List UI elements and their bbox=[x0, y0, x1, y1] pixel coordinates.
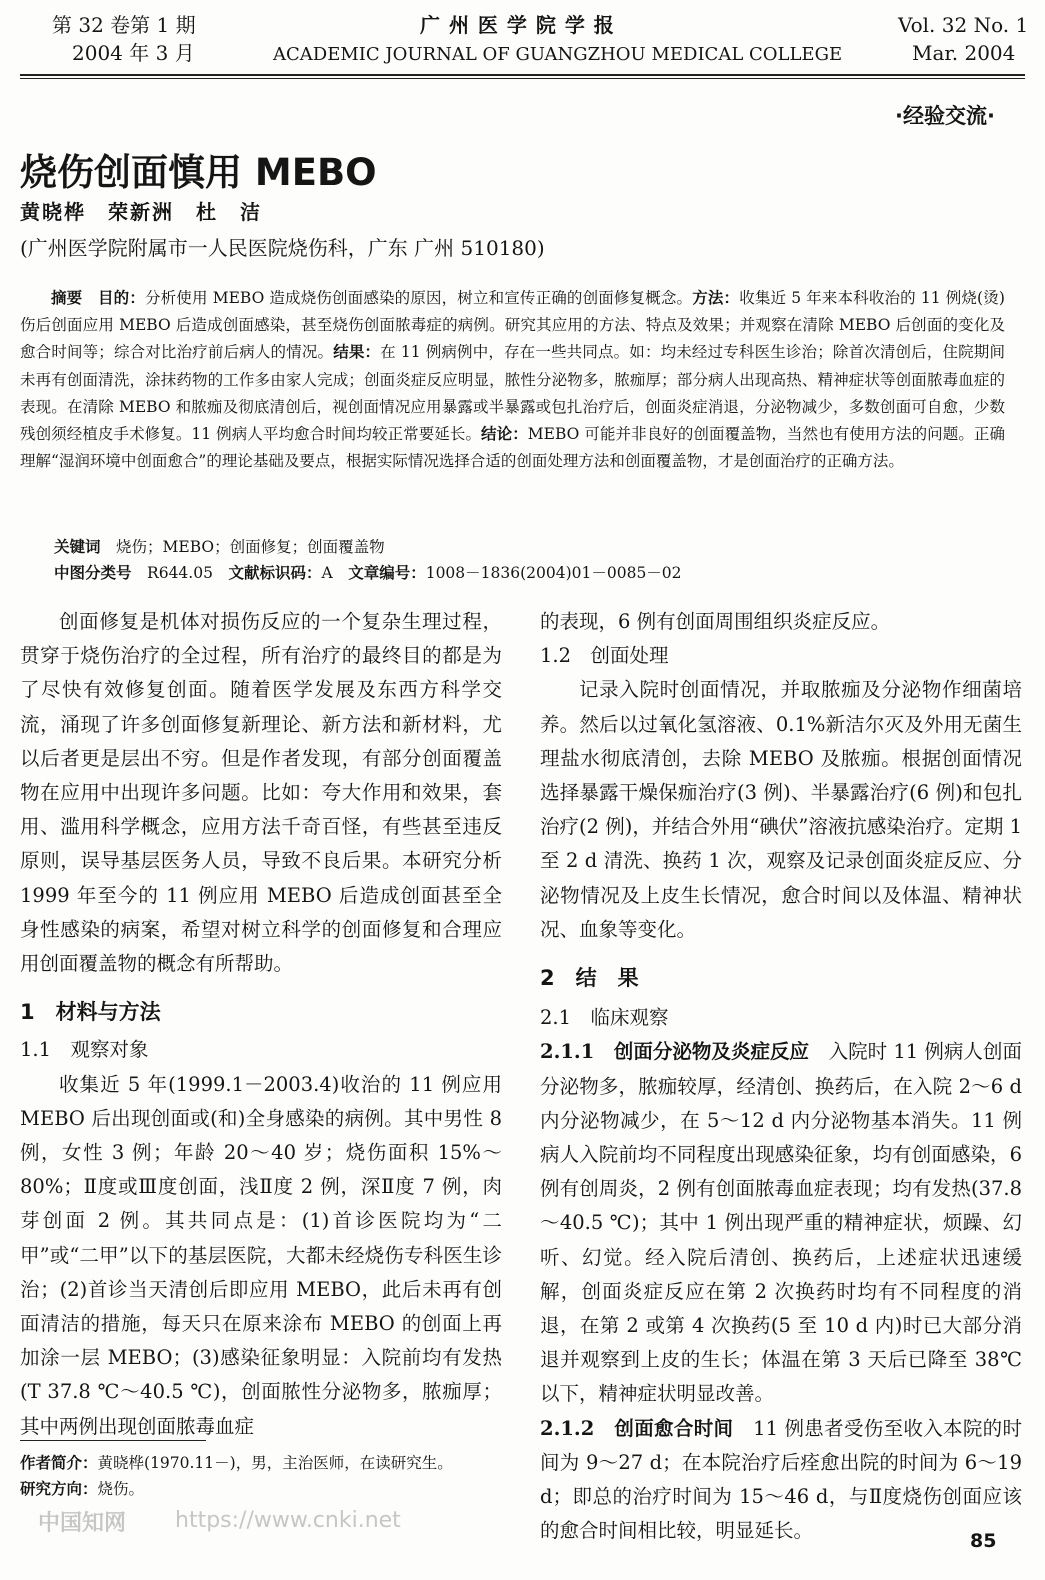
header-rule-thin bbox=[20, 78, 1025, 79]
page-number: 85 bbox=[970, 1530, 997, 1552]
secretion-text: 入院时 11 例病人创面分泌物多，脓痂较厚，经清创、换药后，在入院 2～6 d 内分泌物减少，在 5～12 d 内分泌物基本消失。11 例病人入院前均不同程度出现感染征象，均有创面感染，6 例有创周炎，2 例有创面脓毒血症表现；均有发热(37.8～40.5 ℃)；其中 1 例出现严重的精神症状，烦躁、幻听、幻觉。经入院后清创、换药后，上述症状迅速缓解，创面炎症反应在第 2 次换药时均有不同程度的消退，在第 2 或第 4 次换药(5 至 10 d 内)时已大部分消退并观察到上皮的生长；体温在第 3 天后已降至 38℃ 以下，精神症状明显改善。 bbox=[540, 1040, 1022, 1406]
abstract bbox=[20, 285, 1005, 475]
method-label: 方法： bbox=[692, 289, 740, 307]
article-number-label: 文章编号： bbox=[348, 564, 426, 582]
abstract-method: 收集近 5 年来本科收治的 11 例烧(烫)伤后创面应用 MEBO 后造成创面感染，甚至烧伤创面脓毒症的病例。研究其应用的方法、特点及效果；并观察在清除 MEBO 后创面的变化及愈合时间等；综合对比治疗前后病人的情况。 bbox=[20, 289, 1005, 362]
healing-paragraph bbox=[540, 1412, 1022, 1549]
heading-subjects: 1.1 观察对象 bbox=[20, 1038, 149, 1062]
heading-wound-treatment: 1.2 创面处理 bbox=[540, 644, 669, 668]
right-column bbox=[540, 605, 1022, 1548]
issue-number-en: Vol. 32 No. 1 bbox=[898, 13, 1029, 37]
keywords bbox=[54, 534, 385, 560]
author-bio bbox=[20, 1450, 502, 1476]
keywords-text: 烧伤；MEBO；创面修复；创面覆盖物 bbox=[116, 538, 385, 556]
result-label: 结果： bbox=[333, 343, 381, 362]
intro-paragraph: 创面修复是机体对损伤反应的一个复杂生理过程，贯穿于烧伤治疗的全过程，所有治疗的最终目的都是为了尽快有效修复创面。随着医学发展及东西方科学交流，涌现了许多创面修复新理论、新方法和新材料，尤以后者更是层出不穷。但是作者发现，有部分创面覆盖物在应用中出现许多问题。比如：夸大作用和效果，套用、滥用科学概念，应用方法千奇百怪，有些甚至违反原则，误导基层医务人员，导致不良后果。本研究分析 1999 年至今的 11 例应用 MEBO 后造成创面甚至全身性感染的病案，希望对树立科学的创面修复和合理应用创面覆盖物的概念有所帮助。 bbox=[20, 610, 502, 976]
keywords-label: 关键词 bbox=[54, 538, 101, 556]
issue-date-en: Mar. 2004 bbox=[912, 41, 1016, 65]
article-number: 1008－1836(2004)01－0085－02 bbox=[425, 564, 682, 582]
secretion-paragraph bbox=[540, 1035, 1022, 1411]
subjects-paragraph: 收集近 5 年(1999.1－2003.4)收治的 11 例应用 MEBO 后出现创面或(和)全身感染的病例。其中男性 8 例，女性 3 例；年龄 20～40 岁；烧伤面积 15%～80%；Ⅱ度或Ⅲ度创面，浅Ⅱ度 2 例，深Ⅱ度 7 例，肉芽创面 2 例。其共同点是：(1)首诊医院均为“二甲”或“二甲”以下的基层医院，大都未经烧伤专科医生诊治；(2)首诊当天清创后即应用 MEBO，此后未再有创面清洁的措施，每天只在原来涂布 MEBO 的创面上再加涂一层 MEBO；(3)感染征象明显：入院前均有发热(T 37.8 ℃～40.5 ℃)，创面脓性分泌物多，脓痂厚；其中两例出现创面脓毒血症 bbox=[20, 1072, 502, 1438]
abstract-purpose: 分析使用 MEBO 造成烧伤创面感染的原因，树立和宣传正确的创面修复概念。 bbox=[144, 289, 693, 307]
cnki-watermark-url: https://www.cnki.net bbox=[175, 1508, 401, 1533]
research-direction-label: 研究方向： bbox=[20, 1480, 98, 1498]
healing-text: 11 例患者受伤至收入本院的时间为 9～27 d；在本院治疗后痊愈出院的时间为 6～19 d；即总的治疗时间为 15～46 d，与Ⅱ度烧伤创面应该的愈合时间相比较，明显延长。 bbox=[540, 1416, 1022, 1543]
heading-secretion: 2.1.1 创面分泌物及炎症反应 bbox=[540, 1040, 810, 1064]
classification-line bbox=[54, 560, 682, 586]
footnote bbox=[20, 1450, 502, 1502]
author-bio-label: 作者简介： bbox=[20, 1454, 98, 1472]
cnki-watermark-logo: 中国知网 bbox=[38, 1511, 127, 1536]
author-list: 黄晓桦 荣新洲 杜 洁 bbox=[20, 200, 262, 224]
heading-materials-methods: 1 材料与方法 bbox=[20, 1000, 161, 1025]
author-bio-text: 黄晓桦(1970.11－)，男，主治医师，在读研究生。 bbox=[97, 1454, 453, 1472]
journal-title-en: ACADEMIC JOURNAL OF GUANGZHOU MEDICAL COLLEGE bbox=[273, 44, 843, 65]
abstract-conclusion: MEBO 可能并非良好的创面覆盖物，当然也有使用方法的问题。正确理解“湿润环境中创面愈合”的理论基础及要点，根据实际情况选择合适的创面处理方法和创面覆盖物，才是创面治疗的正确方法。 bbox=[20, 425, 1005, 471]
heading-clinical-observation: 2.1 临床观察 bbox=[540, 1006, 669, 1030]
left-column bbox=[20, 605, 502, 1444]
doc-code-label: 文献标识码： bbox=[228, 564, 322, 582]
paper-title: 烧伤创面慎用 MEBO bbox=[20, 151, 377, 194]
header-rule-thick bbox=[20, 74, 1025, 76]
heading-results: 2 结 果 bbox=[540, 966, 639, 991]
section-tag: ·经验交流· bbox=[895, 104, 995, 128]
doc-code: A bbox=[321, 564, 333, 582]
conclusion-label: 结论： bbox=[481, 425, 528, 444]
heading-healing-time: 2.1.2 创面愈合时间 bbox=[540, 1416, 734, 1440]
affiliation: (广州医学院附属市一人民医院烧伤科，广东 广州 510180) bbox=[20, 236, 545, 260]
wound-treatment-paragraph: 记录入院时创面情况，并取脓痂及分泌物作细菌培养。然后以过氧化氢溶液、0.1%新洁尔灭及外用无菌生理盐水彻底清创，去除 MEBO 及脓痂。根据创面情况选择暴露干燥保痂治疗(3 例)、半暴露治疗(6 例)和包扎治疗(2 例)，并结合外用“碘伏”溶液抗感染治疗。定期 1 至 2 d 清洗、换药 1 次，观察及记录创面炎症反应、分泌物情况及上皮生长情况，愈合时间以及体温、精神状况、血象等变化。 bbox=[540, 678, 1022, 941]
journal-title-cn: 广 州 医 学 院 学 报 bbox=[420, 13, 615, 37]
issue-number-cn: 第 32 卷第 1 期 bbox=[52, 13, 196, 37]
research-direction-text: 烧伤。 bbox=[97, 1480, 145, 1498]
clc-label: 中图分类号 bbox=[54, 564, 132, 582]
clc-code: R644.05 bbox=[147, 564, 213, 582]
footnote-rule bbox=[20, 1440, 206, 1441]
research-direction bbox=[20, 1476, 502, 1502]
issue-date-cn: 2004 年 3 月 bbox=[72, 41, 195, 65]
continued-paragraph: 的表现，6 例有创面周围组织炎症反应。 bbox=[540, 610, 891, 633]
abstract-label: 摘要 bbox=[51, 289, 83, 307]
abstract-result: 在 11 例病例中，存在一些共同点。如：均未经过专科医生诊治；除首次清创后，住院期间未再有创面清洗，涂抹药物的工作多由家人完成；创面炎症反应明显，脓性分泌物多，脓痂厚；部分病人出现高热、精神症状等创面脓毒血症的表现。在清除 MEBO 和脓痂及彻底清创后，视创面情况应用暴露或半暴露或包扎治疗后，创面炎症消退，分泌物减少，多数创面可自愈，少数残创须经植皮手术修复。11 例病人平均愈合时间均较正常要延长。 bbox=[20, 343, 1005, 444]
purpose-label: 目的： bbox=[98, 289, 145, 307]
